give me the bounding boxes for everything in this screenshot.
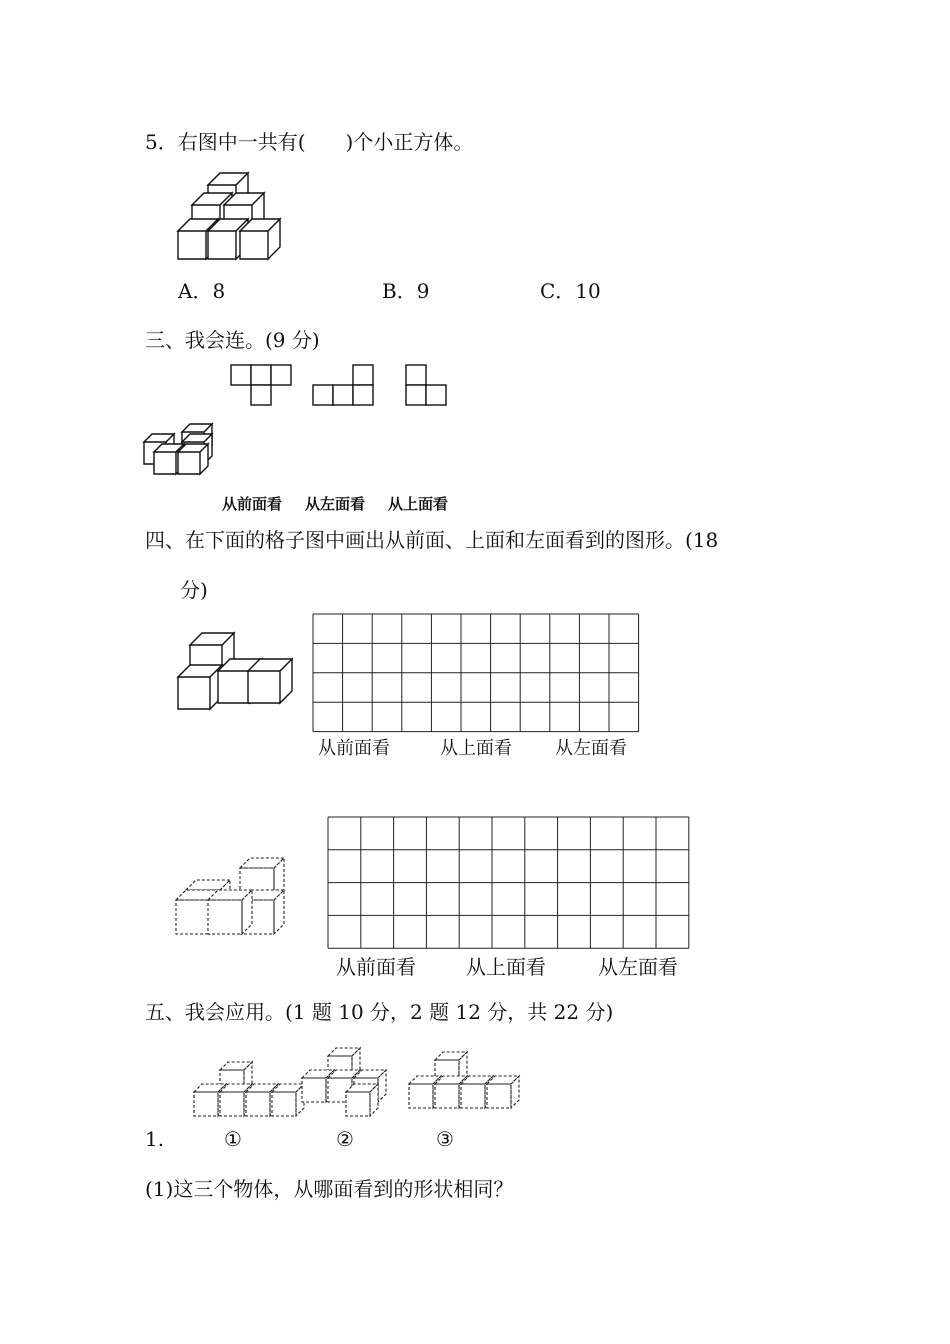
s4-grid1-label-left: 从左面看 <box>555 738 627 759</box>
s5-heading: 五、我会应用。(1 题 10 分，2 题 12 分，共 22 分) <box>145 1000 614 1024</box>
cube-shape <box>178 444 208 474</box>
s4-heading-line1: 四、在下面的格子图中画出从前面、上面和左面看到的图形。(18 <box>145 528 719 552</box>
s3-cube-object-figure <box>140 412 220 472</box>
s5-figure-mark-1: ① <box>224 1127 242 1151</box>
s4-grid1-label-top: 从上面看 <box>440 738 512 759</box>
s3-label-left: 从左面看 <box>305 495 366 513</box>
s4-grid2-label-left: 从左面看 <box>598 955 678 979</box>
s4-grid2-label-front: 从前面看 <box>336 955 416 979</box>
s3-view-figure-2 <box>312 364 374 406</box>
s3-label-top: 从上面看 <box>388 495 449 513</box>
s4-grid1-label-front: 从前面看 <box>318 738 390 759</box>
cube-shape <box>178 665 222 709</box>
cube-shape <box>240 219 280 259</box>
q5-cube-pyramid-figure <box>170 165 290 265</box>
s4-heading-line2: 分) <box>180 578 208 602</box>
s3-label-front: 从前面看 <box>222 495 283 513</box>
s3-view-figure-3 <box>405 364 447 406</box>
s3-view-figure-1 <box>230 364 292 406</box>
s4-drawing-grid-1 <box>312 613 642 733</box>
cube-shape <box>346 1084 378 1116</box>
q5-question: 5．右图中一共有( )个小正方体。 <box>145 130 474 154</box>
cube-shape <box>208 890 252 934</box>
s5-object-1 <box>190 1050 300 1130</box>
q5-option-b: B．9 <box>382 279 430 303</box>
cube-shape <box>487 1076 519 1108</box>
s4-grid2-label-top: 从上面看 <box>466 955 546 979</box>
s5-figure-mark-2: ② <box>336 1127 354 1151</box>
s4-cube-object-1 <box>170 625 300 725</box>
s5-item-number: 1. <box>145 1127 165 1151</box>
s3-heading: 三、我会连。(9 分) <box>145 328 320 352</box>
s4-drawing-grid-2 <box>327 816 691 950</box>
s5-sub-question-1: (1)这三个物体，从哪面看到的形状相同？ <box>145 1177 514 1201</box>
s4-cube-object-2 <box>170 848 300 938</box>
q5-option-a: A．8 <box>178 279 226 303</box>
q5-option-c: C．10 <box>540 279 601 303</box>
cube-shape <box>248 659 292 703</box>
s5-object-2 <box>298 1042 408 1122</box>
s5-object-3 <box>405 1044 515 1124</box>
s5-figure-mark-3: ③ <box>436 1127 454 1151</box>
